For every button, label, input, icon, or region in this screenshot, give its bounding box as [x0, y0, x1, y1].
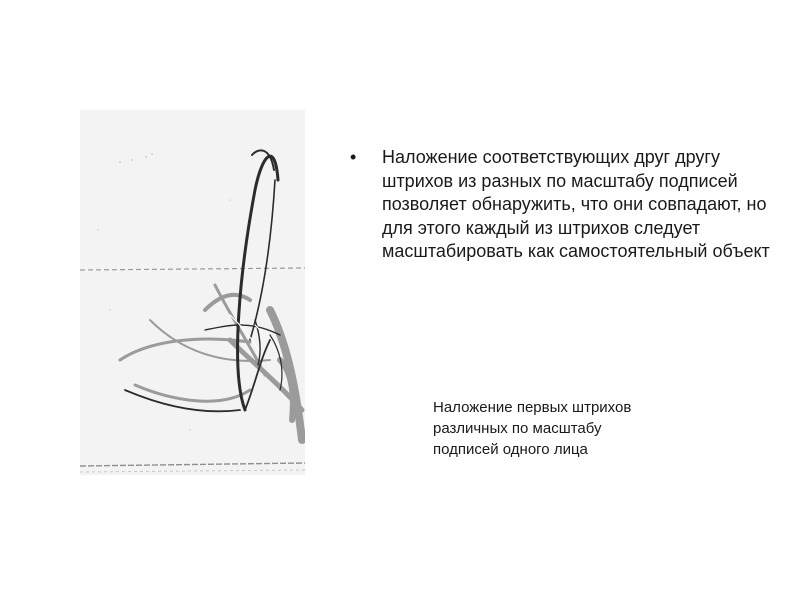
- caption-line: подписей одного лица: [433, 441, 588, 458]
- caption-line: различных по масштабу: [433, 420, 602, 437]
- signature-overlay-image: [80, 110, 305, 475]
- bullet-text: Наложение соответствующих друг другу штрихов из разных по масштабу подписей позволяет обнаружить, что они совпадают, но для этого каждый из штрихов следует масштабировать как самостоятельный объект: [382, 147, 770, 261]
- image-caption: [433, 397, 713, 460]
- bullet-item: [350, 146, 770, 264]
- caption-line: Наложение первых штрихов: [433, 399, 632, 416]
- bullet-dot-icon: •: [350, 147, 357, 167]
- bullet-list: [350, 146, 770, 264]
- signature-strokes-icon: [80, 110, 305, 475]
